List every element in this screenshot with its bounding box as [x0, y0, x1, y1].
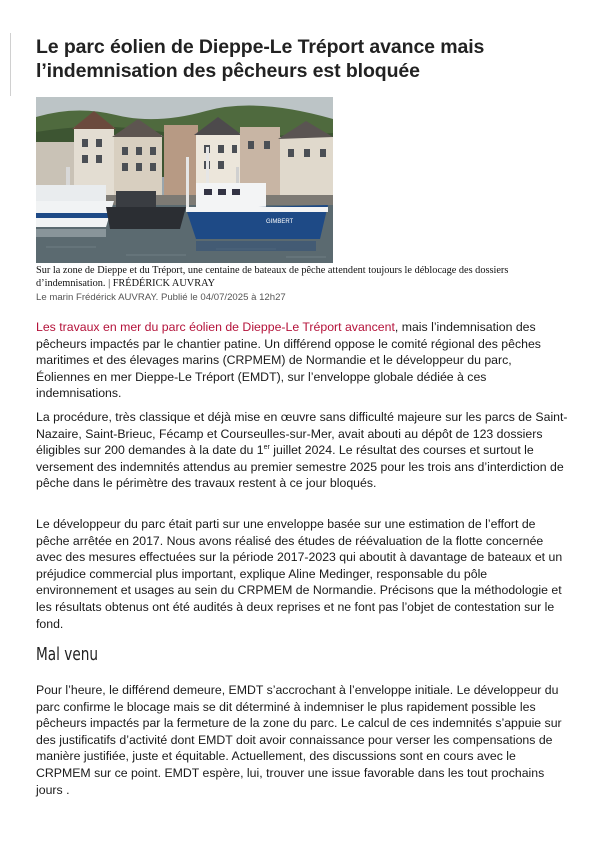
boat-lettering: GIMBERT: [266, 219, 294, 225]
paragraph-2: [36, 409, 568, 492]
section-heading: Mal venu: [36, 645, 99, 665]
paragraph-3: Le développeur du parc était parti sur une enveloppe basée sur une estimation de l’effort de pêche arrêtée en 2017. Nous avons réalisé des études de réévaluation de la flotte concernée avec des mesures effectuées sur la période 2017-2023 qui aboutit à davantage de bateaux et un préjudice commercial plus important, explique Aline Medinger, responsable du pôle environnement et usages au sein du CRPMEM de Normandie. Précisons que la méthodologie et les résultats obtenus ont été audités à deux reprises et ne font pas l’objet de contestation sur le fond.: [36, 517, 563, 631]
left-rule: [10, 33, 11, 96]
article-title: Le parc éolien de Dieppe-Le Tréport avance mais l’indemnisation des pêcheurs est bloquée: [36, 36, 485, 82]
article-link[interactable]: Les travaux en mer du parc éolien de Dieppe-Le Tréport avancent: [36, 320, 395, 334]
article-byline: Le marin Frédérick AUVRAY. Publié le 04/07/2025 à 12h27: [36, 292, 286, 303]
paragraph-1: [36, 319, 568, 402]
paragraph-4: Pour l’heure, le différend demeure, EMDT s’accrochant à l’enveloppe initiale. Le développeur du parc confirme le blocage mais se dit déterminé à indemniser le plus rapidement possible les pêcheurs impactés par la fermeture de la zone du parc. Le calcul de ces indemnités s’appuie sur des justificatifs d’activité dont EMDT doit avoir connaissance pour verser les compensations de manière justifiée, juste et équitable. Actuellement, des discussions sont en cours avec le CRPMEM sur ce point. EMDT espère, lui, trouver une issue favorable dans les tout prochains jours .: [36, 683, 562, 797]
paragraph-2-text-a: La procédure, très classique et déjà mise en œuvre sans difficulté majeure sur les parcs de Saint-Nazaire, Saint-Brieuc, Fécamp et Courseulles-sur-Mer, avait abouti au dépôt de 123 dossiers éligibles sur 200 demandes à la date du 1: [36, 410, 568, 458]
superscript-er: er: [263, 444, 270, 452]
article-photo: [36, 97, 333, 263]
paragraph-1-text: , mais l’indemnisation des pêcheurs impactés par le chantier patine. Un différend oppose le comité régional des pêches maritimes et des élevages marins (CRPMEM) de Normandie et le développeur du parc, Éoliennes en mer Dieppe-Le Tréport (EMDT), sur l’enveloppe globale dédiée à ces indemnisations.: [36, 320, 541, 401]
paragraph-2-text-b: juillet 2024. Le résultat des courses et surtout le versement des indemnités attendus au premier semestre 2025 pour les trois ans d’interdiction de pêche dans le périmètre des travaux restent à ce jour bloqués.: [36, 443, 564, 491]
photo-caption: Sur la zone de Dieppe et du Tréport, une centaine de bateaux de pêche attendent toujours le déblocage des dossiers d’indemnisation. | FRÉDÉRICK AUVRAY: [36, 265, 509, 289]
